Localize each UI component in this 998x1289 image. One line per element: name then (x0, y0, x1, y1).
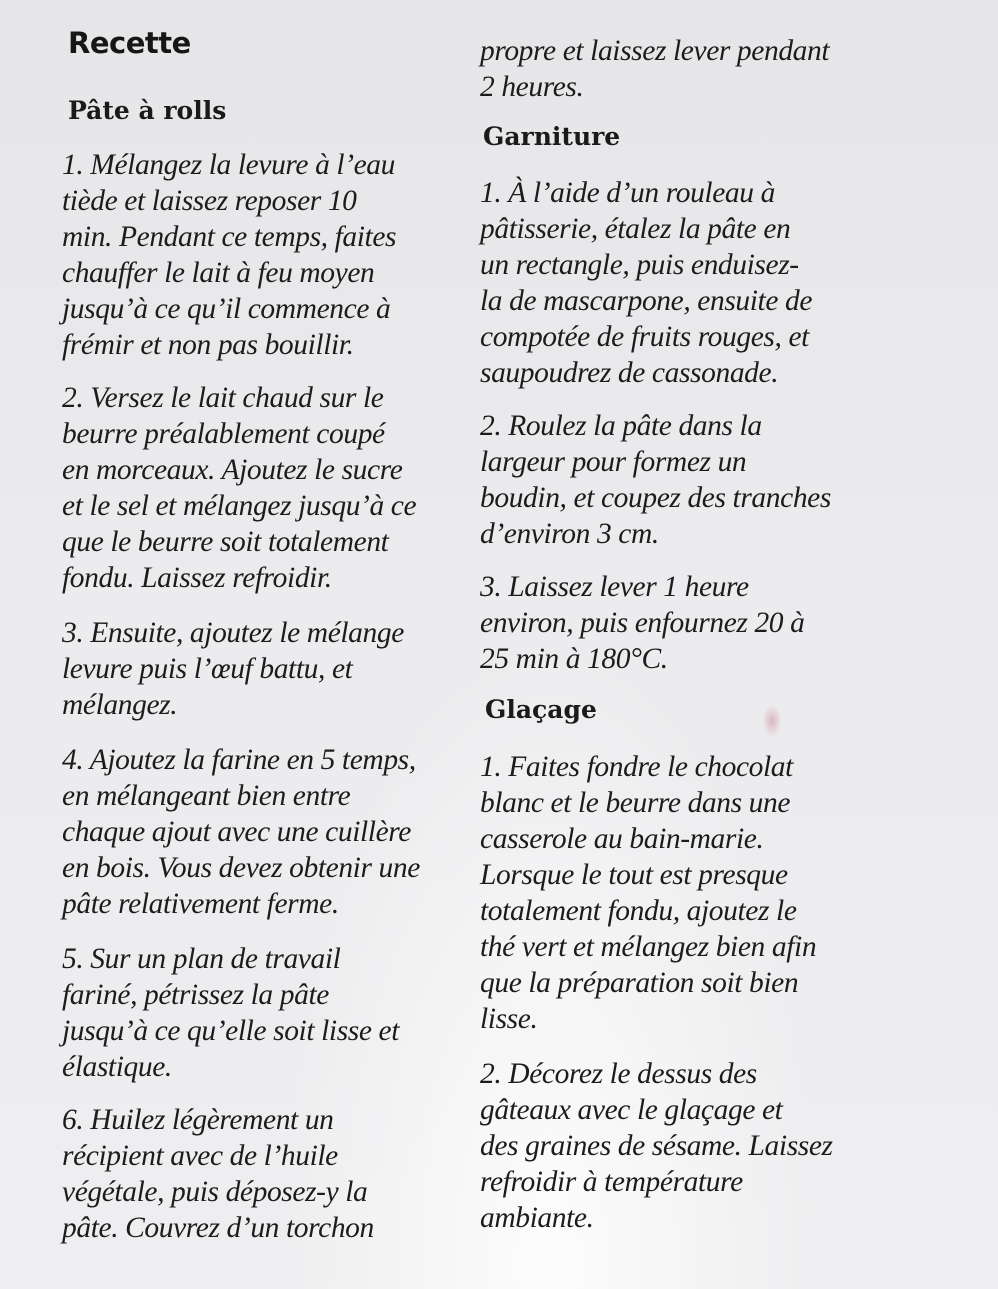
stain-mark (762, 704, 782, 738)
pate-step-6: 6. Huilez légèrement un récipient avec de l’huile végétale, puis déposez-y la pâte. Couvrez d’un torchon (62, 1104, 374, 1244)
pate-step-1: 1. Mélangez la levure à l’eau tiède et laissez reposer 10 min. Pendant ce temps, faites chauffer le lait à feu moyen jusqu’à ce qu’il commence à frémir et non pas bouillir. (62, 149, 397, 361)
pate-step-3: 3. Ensuite, ajoutez le mélange levure puis l’œuf battu, et mélangez. (62, 617, 404, 721)
glacage-step-2: 2. Décorez le dessus des gâteaux avec le glaçage et des graines de sésame. Laissez refroidir à température ambiante. (480, 1058, 833, 1234)
garniture-step-3: 3. Laissez lever 1 heure environ, puis enfournez 20 à 25 min à 180°C. (480, 571, 805, 675)
section-heading-pate: Pâte à rolls (68, 96, 227, 125)
garniture-step-1: 1. À l’aide d’un rouleau à pâtisserie, étalez la pâte en un rectangle, puis enduisez- la de mascarpone, ensuite de compotée de fruits rouges, et saupoudrez de cassonade. (480, 177, 813, 389)
pate-step-6-continuation: propre et laissez lever pendant 2 heures. (480, 35, 830, 103)
recipe-title: Recette (68, 26, 191, 60)
section-heading-glacage: Glaçage (485, 695, 597, 724)
pate-step-5: 5. Sur un plan de travail fariné, pétrissez la pâte jusqu’à ce qu’elle soit lisse et élastique. (62, 943, 400, 1083)
pate-step-4: 4. Ajoutez la farine en 5 temps, en mélangeant bien entre chaque ajout avec une cuillère en bois. Vous devez obtenir une pâte relativement ferme. (62, 744, 420, 920)
glacage-step-1: 1. Faites fondre le chocolat blanc et le beurre dans une casserole au bain-marie. Lorsque le tout est presque totalement fondu, ajoutez le thé vert et mélangez bien afin que la préparation soit bien lisse. (480, 751, 817, 1035)
pate-step-2: 2. Versez le lait chaud sur le beurre préalablement coupé en morceaux. Ajoutez le sucre et le sel et mélangez jusqu’à ce que le beurre soit totalement fondu. Laissez refroidir. (62, 382, 417, 594)
section-heading-garniture: Garniture (483, 122, 621, 151)
garniture-step-2: 2. Roulez la pâte dans la largeur pour formez un boudin, et coupez des tranches d’environ 3 cm. (480, 410, 831, 550)
